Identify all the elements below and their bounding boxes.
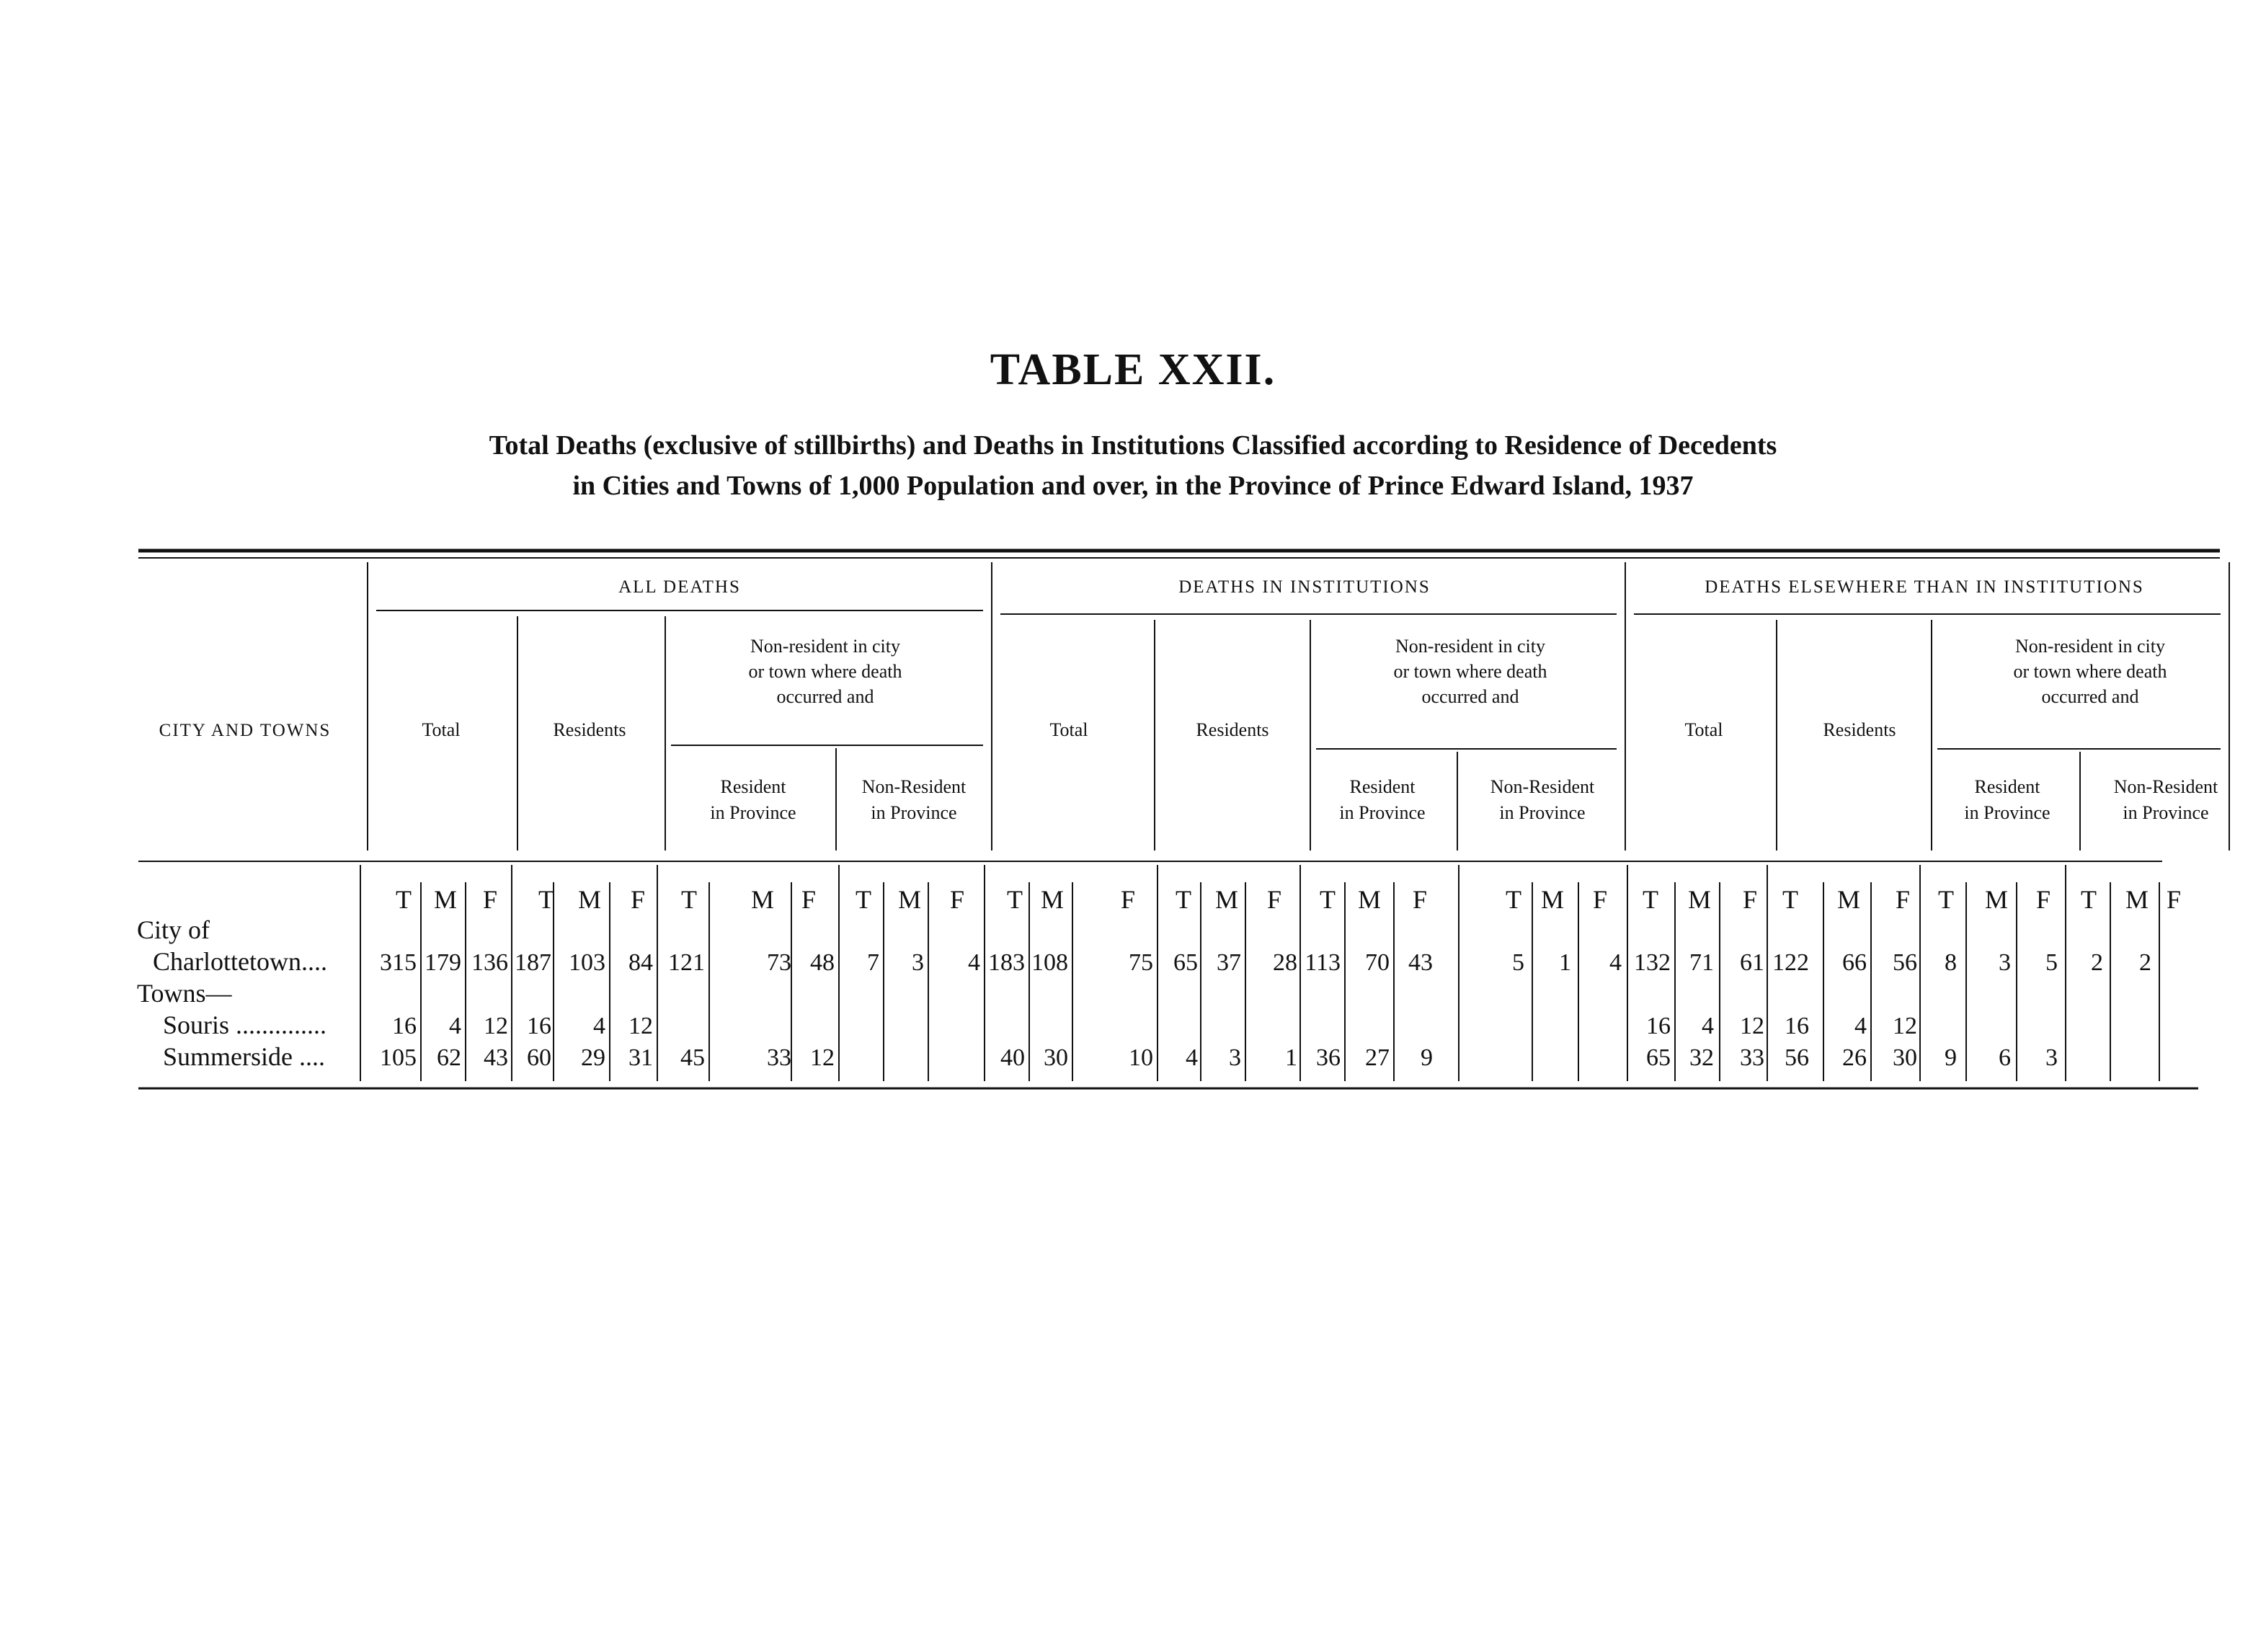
cell-charlottetown: 3: [1999, 949, 2011, 976]
tmf-label: T: [396, 885, 412, 914]
tmf-label: M: [897, 885, 922, 914]
cell-souris: 4: [1854, 1013, 1867, 1039]
cell-charlottetown: 315: [380, 949, 417, 976]
resident-in-province-header: in Province: [1339, 802, 1426, 823]
tmf-label: M: [577, 885, 602, 914]
cell-summerside: 26: [1842, 1044, 1867, 1071]
cell-charlottetown: 75: [1129, 949, 1153, 976]
tmf-label: F: [1742, 885, 1758, 914]
cell-summerside: 60: [527, 1044, 551, 1071]
nonres-header: occurred and: [1421, 686, 1519, 707]
cell-summerside: 12: [810, 1044, 835, 1071]
cell-charlottetown: 136: [471, 949, 508, 976]
tmf-label: F: [482, 885, 498, 914]
nonres-header: Non-resident in city: [2015, 636, 2165, 657]
cell-summerside: 105: [380, 1044, 417, 1071]
cell-summerside: 30: [1893, 1044, 1917, 1071]
cell-summerside: 6: [1999, 1044, 2011, 1071]
nonresident-in-province-header: Non-Resident: [1490, 776, 1595, 797]
cell-souris: 12: [484, 1013, 508, 1039]
cell-summerside: 40: [1000, 1044, 1025, 1071]
cell-summerside: 1: [1285, 1044, 1297, 1071]
cell-charlottetown: 43: [1408, 949, 1433, 976]
nonres-header: Non-resident in city: [750, 636, 900, 657]
cell-charlottetown: 183: [988, 949, 1025, 976]
tmf-label: T: [1176, 885, 1191, 914]
row-label-summerside: Summerside ....: [163, 1042, 325, 1071]
cell-summerside: 62: [437, 1044, 461, 1071]
cell-summerside: 30: [1044, 1044, 1068, 1071]
cell-charlottetown: 71: [1689, 949, 1714, 976]
cell-souris: 16: [392, 1013, 417, 1039]
cell-charlottetown: 113: [1305, 949, 1341, 976]
cell-charlottetown: 179: [425, 949, 461, 976]
cell-charlottetown: 2: [2091, 949, 2103, 976]
cell-souris: 12: [1893, 1013, 1917, 1039]
nonres-header: occurred and: [2041, 686, 2139, 707]
tmf-label: T: [538, 885, 554, 914]
cell-charlottetown: 132: [1634, 949, 1671, 976]
cell-summerside: 9: [1945, 1044, 1957, 1071]
cell-charlottetown: 5: [2045, 949, 2058, 976]
cell-summerside: 56: [1785, 1044, 1809, 1071]
cell-charlottetown: 121: [668, 949, 705, 976]
tmf-label: F: [1412, 885, 1428, 914]
tmf-label: M: [2125, 885, 2149, 914]
cell-summerside: 31: [628, 1044, 653, 1071]
cell-summerside: 27: [1365, 1044, 1390, 1071]
tmf-label: T: [2081, 885, 2097, 914]
residents-header: Residents: [553, 719, 626, 740]
tmf-label: M: [1836, 885, 1861, 914]
tmf-label: F: [1592, 885, 1608, 914]
total-header: Total: [1049, 719, 1088, 740]
subtitle-line-1: Total Deaths (exclusive of stillbirths) and Deaths in Institutions Classified according to Residence of Decedents: [489, 430, 1777, 461]
cell-charlottetown: 37: [1217, 949, 1241, 976]
tmf-label: T: [1320, 885, 1336, 914]
tmf-label: T: [1506, 885, 1521, 914]
cell-summerside: 33: [1740, 1044, 1764, 1071]
tmf-label: T: [1938, 885, 1954, 914]
cell-charlottetown: 187: [515, 949, 551, 976]
cell-charlottetown: 70: [1365, 949, 1390, 976]
tmf-label: T: [681, 885, 697, 914]
cell-charlottetown: 122: [1772, 949, 1809, 976]
group-header: DEATHS IN INSTITUTIONS: [1178, 577, 1431, 597]
resident-in-province-header: Resident: [720, 776, 786, 797]
cell-souris: 12: [1740, 1013, 1764, 1039]
group-header: ALL DEATHS: [618, 577, 741, 597]
cell-charlottetown: 5: [1512, 949, 1524, 976]
tmf-label: F: [1120, 885, 1136, 914]
tmf-label: F: [1895, 885, 1911, 914]
tmf-label: M: [1040, 885, 1065, 914]
table-title: TABLE XXII.: [990, 345, 1276, 394]
row-label-towns: Towns—: [137, 979, 232, 1008]
tmf-label: T: [1782, 885, 1798, 914]
row-label-city-of: City of: [137, 915, 210, 944]
row-label-souris: Souris ..............: [163, 1011, 327, 1039]
tmf-label: M: [750, 885, 775, 914]
nonresident-in-province-header: in Province: [1499, 802, 1586, 823]
nonres-header: or town where death: [2013, 661, 2167, 682]
cell-souris: 16: [1646, 1013, 1671, 1039]
residents-header: Residents: [1823, 719, 1896, 740]
cell-summerside: 9: [1421, 1044, 1433, 1071]
cell-charlottetown: 2: [2139, 949, 2151, 976]
cell-summerside: 32: [1689, 1044, 1714, 1071]
cell-summerside: 45: [680, 1044, 705, 1071]
cell-charlottetown: 8: [1945, 949, 1957, 976]
nonres-header: or town where death: [1393, 661, 1547, 682]
tmf-label: F: [949, 885, 965, 914]
cell-souris: 16: [1785, 1013, 1809, 1039]
tmf-label: F: [2166, 885, 2182, 914]
resident-in-province-header: in Province: [1964, 802, 2050, 823]
nonres-header: Non-resident in city: [1395, 636, 1545, 657]
tmf-label: M: [1687, 885, 1712, 914]
nonresident-in-province-header: Non-Resident: [861, 776, 967, 797]
stub-header: CITY AND TOWNS: [159, 721, 332, 740]
nonres-header: or town where death: [748, 661, 902, 682]
cell-charlottetown: 1: [1559, 949, 1571, 976]
tmf-label: F: [2035, 885, 2051, 914]
cell-summerside: 3: [1229, 1044, 1241, 1071]
cell-charlottetown: 4: [968, 949, 980, 976]
tmf-label: M: [1214, 885, 1239, 914]
tmf-label: M: [1357, 885, 1382, 914]
cell-charlottetown: 65: [1173, 949, 1198, 976]
tmf-label: M: [433, 885, 458, 914]
cell-souris: 16: [527, 1013, 551, 1039]
tmf-label: F: [1266, 885, 1282, 914]
nonresident-in-province-header: in Province: [2123, 802, 2209, 823]
tmf-label: M: [1984, 885, 2009, 914]
cell-summerside: 43: [484, 1044, 508, 1071]
cell-summerside: 36: [1316, 1044, 1341, 1071]
cell-charlottetown: 4: [1609, 949, 1622, 976]
cell-charlottetown: 73: [767, 949, 791, 976]
tmf-label: T: [1007, 885, 1023, 914]
cell-summerside: 4: [1186, 1044, 1198, 1071]
cell-charlottetown: 28: [1273, 949, 1297, 976]
cell-charlottetown: 56: [1893, 949, 1917, 976]
total-header: Total: [422, 719, 461, 740]
cell-summerside: 29: [581, 1044, 605, 1071]
tmf-label: F: [801, 885, 817, 914]
resident-in-province-header: in Province: [710, 802, 796, 823]
cell-souris: 4: [1702, 1013, 1714, 1039]
row-label-charlottetown: Charlottetown....: [153, 947, 327, 976]
nonresident-in-province-header: Non-Resident: [2113, 776, 2218, 797]
cell-summerside: 65: [1646, 1044, 1671, 1071]
subtitle-line-2: in Cities and Towns of 1,000 Population and over, in the Province of Prince Edward Island, 1937: [572, 471, 1694, 501]
cell-charlottetown: 84: [628, 949, 653, 976]
cell-souris: 12: [628, 1013, 653, 1039]
resident-in-province-header: Resident: [1349, 776, 1416, 797]
nonresident-in-province-header: in Province: [871, 802, 957, 823]
cell-summerside: 3: [2045, 1044, 2058, 1071]
nonres-header: occurred and: [776, 686, 874, 707]
total-header: Total: [1684, 719, 1723, 740]
cell-charlottetown: 3: [912, 949, 924, 976]
cell-charlottetown: 48: [810, 949, 835, 976]
cell-souris: 4: [593, 1013, 605, 1039]
cell-charlottetown: 66: [1842, 949, 1867, 976]
tmf-label: M: [1540, 885, 1565, 914]
cell-summerside: 10: [1129, 1044, 1153, 1071]
cell-charlottetown: 108: [1031, 949, 1068, 976]
resident-in-province-header: Resident: [1974, 776, 2040, 797]
tmf-label: T: [856, 885, 871, 914]
cell-charlottetown: 7: [867, 949, 879, 976]
cell-charlottetown: 61: [1740, 949, 1764, 976]
group-header: DEATHS ELSEWHERE THAN IN INSTITUTIONS: [1705, 577, 2144, 597]
cell-charlottetown: 103: [569, 949, 605, 976]
cell-souris: 4: [449, 1013, 461, 1039]
cell-summerside: 33: [767, 1044, 791, 1071]
tmf-label: T: [1643, 885, 1658, 914]
residents-header: Residents: [1196, 719, 1269, 740]
tmf-label: F: [630, 885, 646, 914]
